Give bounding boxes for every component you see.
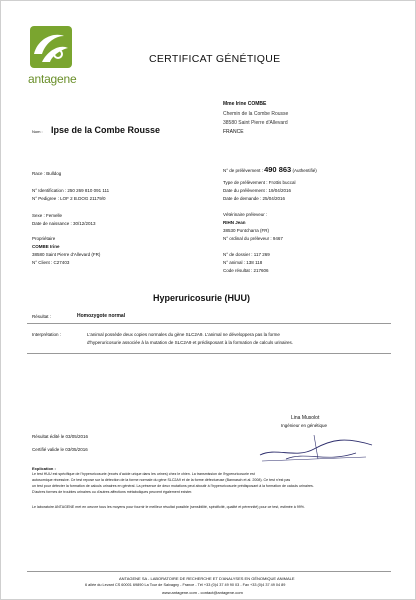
animal-number: N° animal : 138 118: [223, 260, 263, 265]
certified-date: Certifié valide le 03/05/2016: [32, 447, 88, 452]
edit-date: Résultat édité le 03/05/2016: [32, 434, 89, 439]
footer-line2: 6 allée du Levant CS 60001 69890 La Tour de Salvagny - France - Tél +33 (0)4 37 49 90 03 - Fax +33 (0)4 37 49 04 89: [85, 583, 286, 587]
owner-country: FRANCE: [223, 129, 244, 135]
owner-short-address: 38580 Saint Pierre d'Allevard (FR): [32, 252, 101, 257]
sex: Sexe : Femelle: [32, 213, 63, 218]
result-label: Résultat :: [32, 314, 52, 319]
antagene-logo-icon: [28, 24, 74, 70]
interpretation-divider: [27, 353, 391, 354]
result-divider: [27, 323, 391, 324]
client-number: N° Client : C27403: [32, 260, 70, 265]
owner-line1: Chemin de la Combe Rousse: [223, 111, 289, 117]
sample-date: Date du prélèvement : 19/04/2016: [223, 188, 292, 193]
explanation-p3: un test pour détecter la formation de calculs urinaires en général. La présence de deux mutations peut aboutir à l'hyperuricosurie prédisposant à la formation de calculs urinaires.: [32, 484, 314, 488]
footer-line3: www.antagene.com - contact@antagene.com: [162, 590, 243, 595]
vet-order-number: N° ordinal du préleveur : 9467: [223, 236, 283, 241]
signature-scribble-icon: [256, 429, 376, 465]
antagene-logo: [28, 24, 74, 70]
explanation-p1: Le test HUU est spécifique de l'hyperuricosurie (excès d'acide urique dans les urines) chez le chien. La transmission de l'hyperuricosurie est: [32, 472, 255, 476]
sample-note: (Authentifié): [292, 168, 317, 173]
owner-name: Mme Irine COMBE: [223, 101, 267, 107]
birth-date: Date de naissance : 30/12/2013: [32, 221, 96, 226]
certificate-title: CERTIFICAT GÉNÉTIQUE: [149, 53, 281, 65]
signer-role: Ingénieur en génétique: [281, 423, 328, 428]
result-code: Code résultat : 217606: [223, 268, 269, 273]
interpretation-label: Interprétation :: [32, 332, 62, 337]
dog-name-label: Nom :: [32, 129, 43, 134]
breed: Race : Bulldog: [32, 171, 62, 176]
sample-label: N° de prélèvement :: [223, 168, 263, 173]
explanation-p4: D'autres formes de troubles urinaires ou d'autres affections métaboliques peuvent également exister.: [32, 490, 193, 494]
explanation-title: Explication :: [32, 466, 56, 471]
sample-number: 490 863: [264, 165, 292, 174]
explanation-p2: autosomique récessive. Ce test repose sur la détection de la forme normale du gène SLC2A9 et de la forme défectueuse (Bannasch et al. 2008). Ce test n'est pas: [32, 478, 291, 482]
owner-label: Propriétaire: [32, 236, 56, 241]
request-date: Date de demande : 25/04/2016: [223, 196, 286, 201]
dog-name: Ipse de la Combe Rousse: [51, 125, 161, 135]
handwritten-signature: [256, 429, 376, 465]
vet-label: Vétérinaire préleveur :: [223, 212, 268, 217]
result-value: Homozygote normal: [77, 313, 126, 319]
vet-name: RIHN Jean: [223, 220, 246, 225]
footer-divider: [27, 571, 391, 572]
pedigree: N° Pedigree : LOF 2 B.DOG 21179/0: [32, 196, 106, 201]
vet-address: 38530 Pontcharra (FR): [223, 228, 270, 233]
sample-type: Type de prélèvement : Frottis buccal: [223, 180, 296, 185]
owner-line2: 38580 Saint Pierre d'Allevard: [223, 120, 288, 126]
owner-short-name: COMBE Irine: [32, 244, 60, 249]
footer-line1: ANTAGENE SA - LABORATOIRE DE RECHERCHE ET D'ANALYSES EN GÉNOMIQUE ANIMALE: [119, 576, 295, 581]
explanation-p5: Le laboratoire ANTAGENE met en oeuvre tous les moyens pour fournir le meilleur résultat possible (sensibilité, spécificité, qualité et pérennité) pour ce test, estimée à 99%.: [32, 505, 305, 509]
signer-name: Lina Musolot: [291, 415, 320, 421]
sample-number-row: [223, 167, 317, 174]
interpretation-line1: L'animal possède deux copies normales du gène SLC2A9. L'animal ne développera pas la forme: [87, 332, 280, 337]
file-number: N° de dossier : 117 269: [223, 252, 270, 257]
interpretation-line2: d'hyperuricosurie associée à la mutation de SLC2A9 et prédisposant à la formation de calculs urinaires.: [87, 340, 293, 345]
identification: N° Identification : 250 269 810 091 111: [32, 188, 110, 193]
test-title: Hyperuricosurie (HUU): [153, 293, 251, 303]
brand-name: antagene: [28, 72, 77, 86]
